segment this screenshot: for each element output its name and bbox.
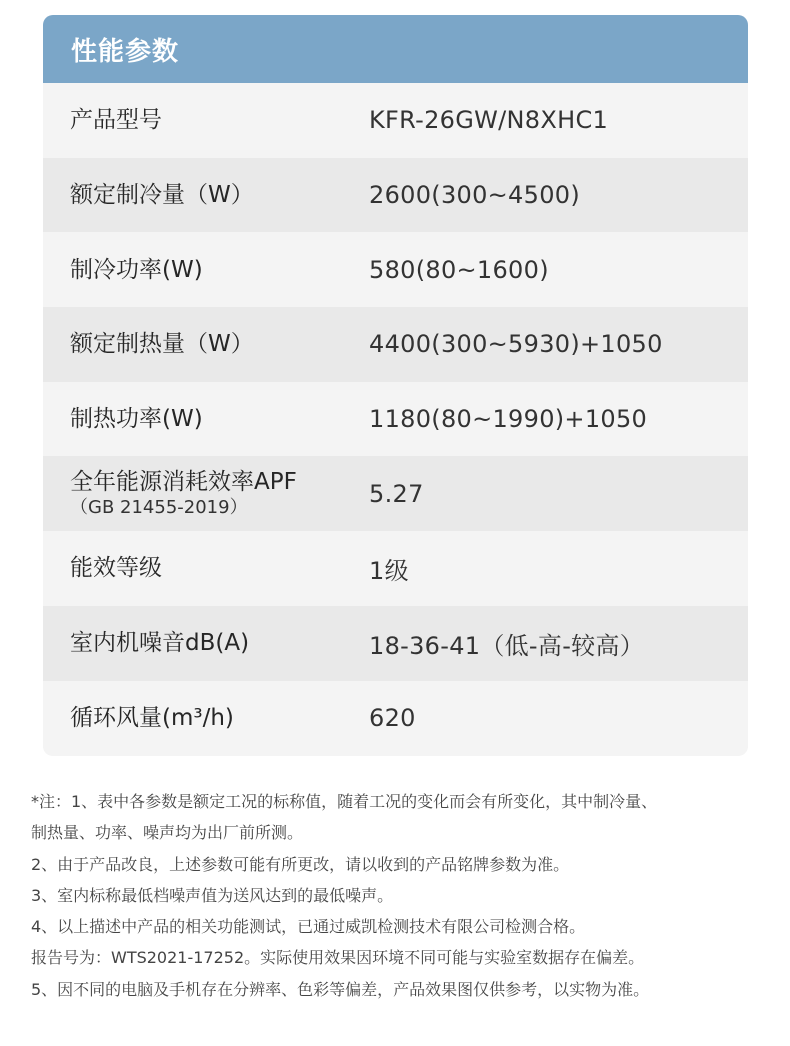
spec-row-airflow: [43, 681, 748, 756]
spec-row-indoor-noise: [43, 606, 748, 681]
footnote-line: *注：1、表中各参数是额定工况的标称值，随着工况的变化而会有所变化，其中制冷量、: [31, 792, 658, 811]
spec-value: 580(80~1600): [369, 255, 549, 284]
spec-label-text: 额定制热量（W）: [70, 331, 254, 358]
spec-label-text: 室内机噪音dB(A): [70, 629, 250, 656]
spec-label-text: 全年能源消耗效率APF: [70, 469, 297, 496]
footnotes: [31, 786, 771, 1005]
footnote-line: 3、室内标称最低档噪声值为送风达到的最低噪声。: [31, 885, 394, 905]
spec-label: [43, 331, 343, 357]
spec-row-heating-power: [43, 382, 748, 457]
spec-row-rated-cooling: [43, 158, 748, 233]
spec-label: [43, 406, 343, 432]
footnote-line: 2、由于产品改良，上述参数可能有所更改，请以收到的产品铭牌参数为准。: [31, 854, 570, 874]
spec-label-text: 产品型号: [70, 107, 162, 134]
footnote-line: 报告号为：WTS2021-17252。实际使用效果因环境不同可能与实验室数据存在偏差。: [31, 948, 645, 968]
spec-row-rated-heating: [43, 307, 748, 382]
spec-value: KFR-26GW/N8XHC1: [369, 106, 609, 135]
spec-value: 1级: [369, 556, 409, 585]
spec-value: 18-36-41（低-高-较高）: [369, 631, 645, 660]
spec-label-standard: （GB 21455-2019）: [70, 496, 248, 518]
spec-row-model: [43, 83, 748, 158]
spec-label-text: 能效等级: [70, 555, 162, 582]
spec-label: [43, 705, 343, 731]
footnote-line: 4、以上描述中产品的相关功能测试，已通过威凯检测技术有限公司检测合格。: [31, 917, 586, 937]
spec-label: [43, 630, 343, 656]
spec-value: 1180(80~1990)+1050: [369, 405, 648, 434]
spec-table-title: 性能参数: [71, 36, 180, 67]
spec-row-cooling-power: [43, 232, 748, 307]
footnote-line: 制热量、功率、噪声均为出厂前所测。: [31, 823, 304, 843]
footnote-line: 5、因不同的电脑及手机存在分辨率、色彩等偏差，产品效果图仅供参考，以实物为准。: [31, 979, 650, 999]
spec-label-text: 循环风量(m³/h): [70, 704, 234, 731]
spec-table-header: [43, 15, 748, 83]
spec-label: [43, 257, 343, 283]
spec-label: [43, 555, 343, 581]
spec-value: 4400(300~5930)+1050: [369, 330, 663, 359]
spec-label: [43, 107, 343, 133]
spec-label: [43, 182, 343, 208]
spec-label-text: 制冷功率(W): [70, 256, 203, 283]
spec-label-text: 额定制冷量（W）: [70, 181, 254, 208]
spec-label: [43, 469, 343, 518]
spec-value: 2600(300~4500): [369, 181, 581, 210]
spec-value: 5.27: [369, 479, 424, 508]
spec-value: 620: [369, 703, 416, 732]
spec-label-text: 制热功率(W): [70, 405, 203, 432]
spec-table: [43, 15, 748, 756]
spec-row-apf: [43, 456, 748, 531]
spec-row-efficiency-grade: [43, 531, 748, 606]
